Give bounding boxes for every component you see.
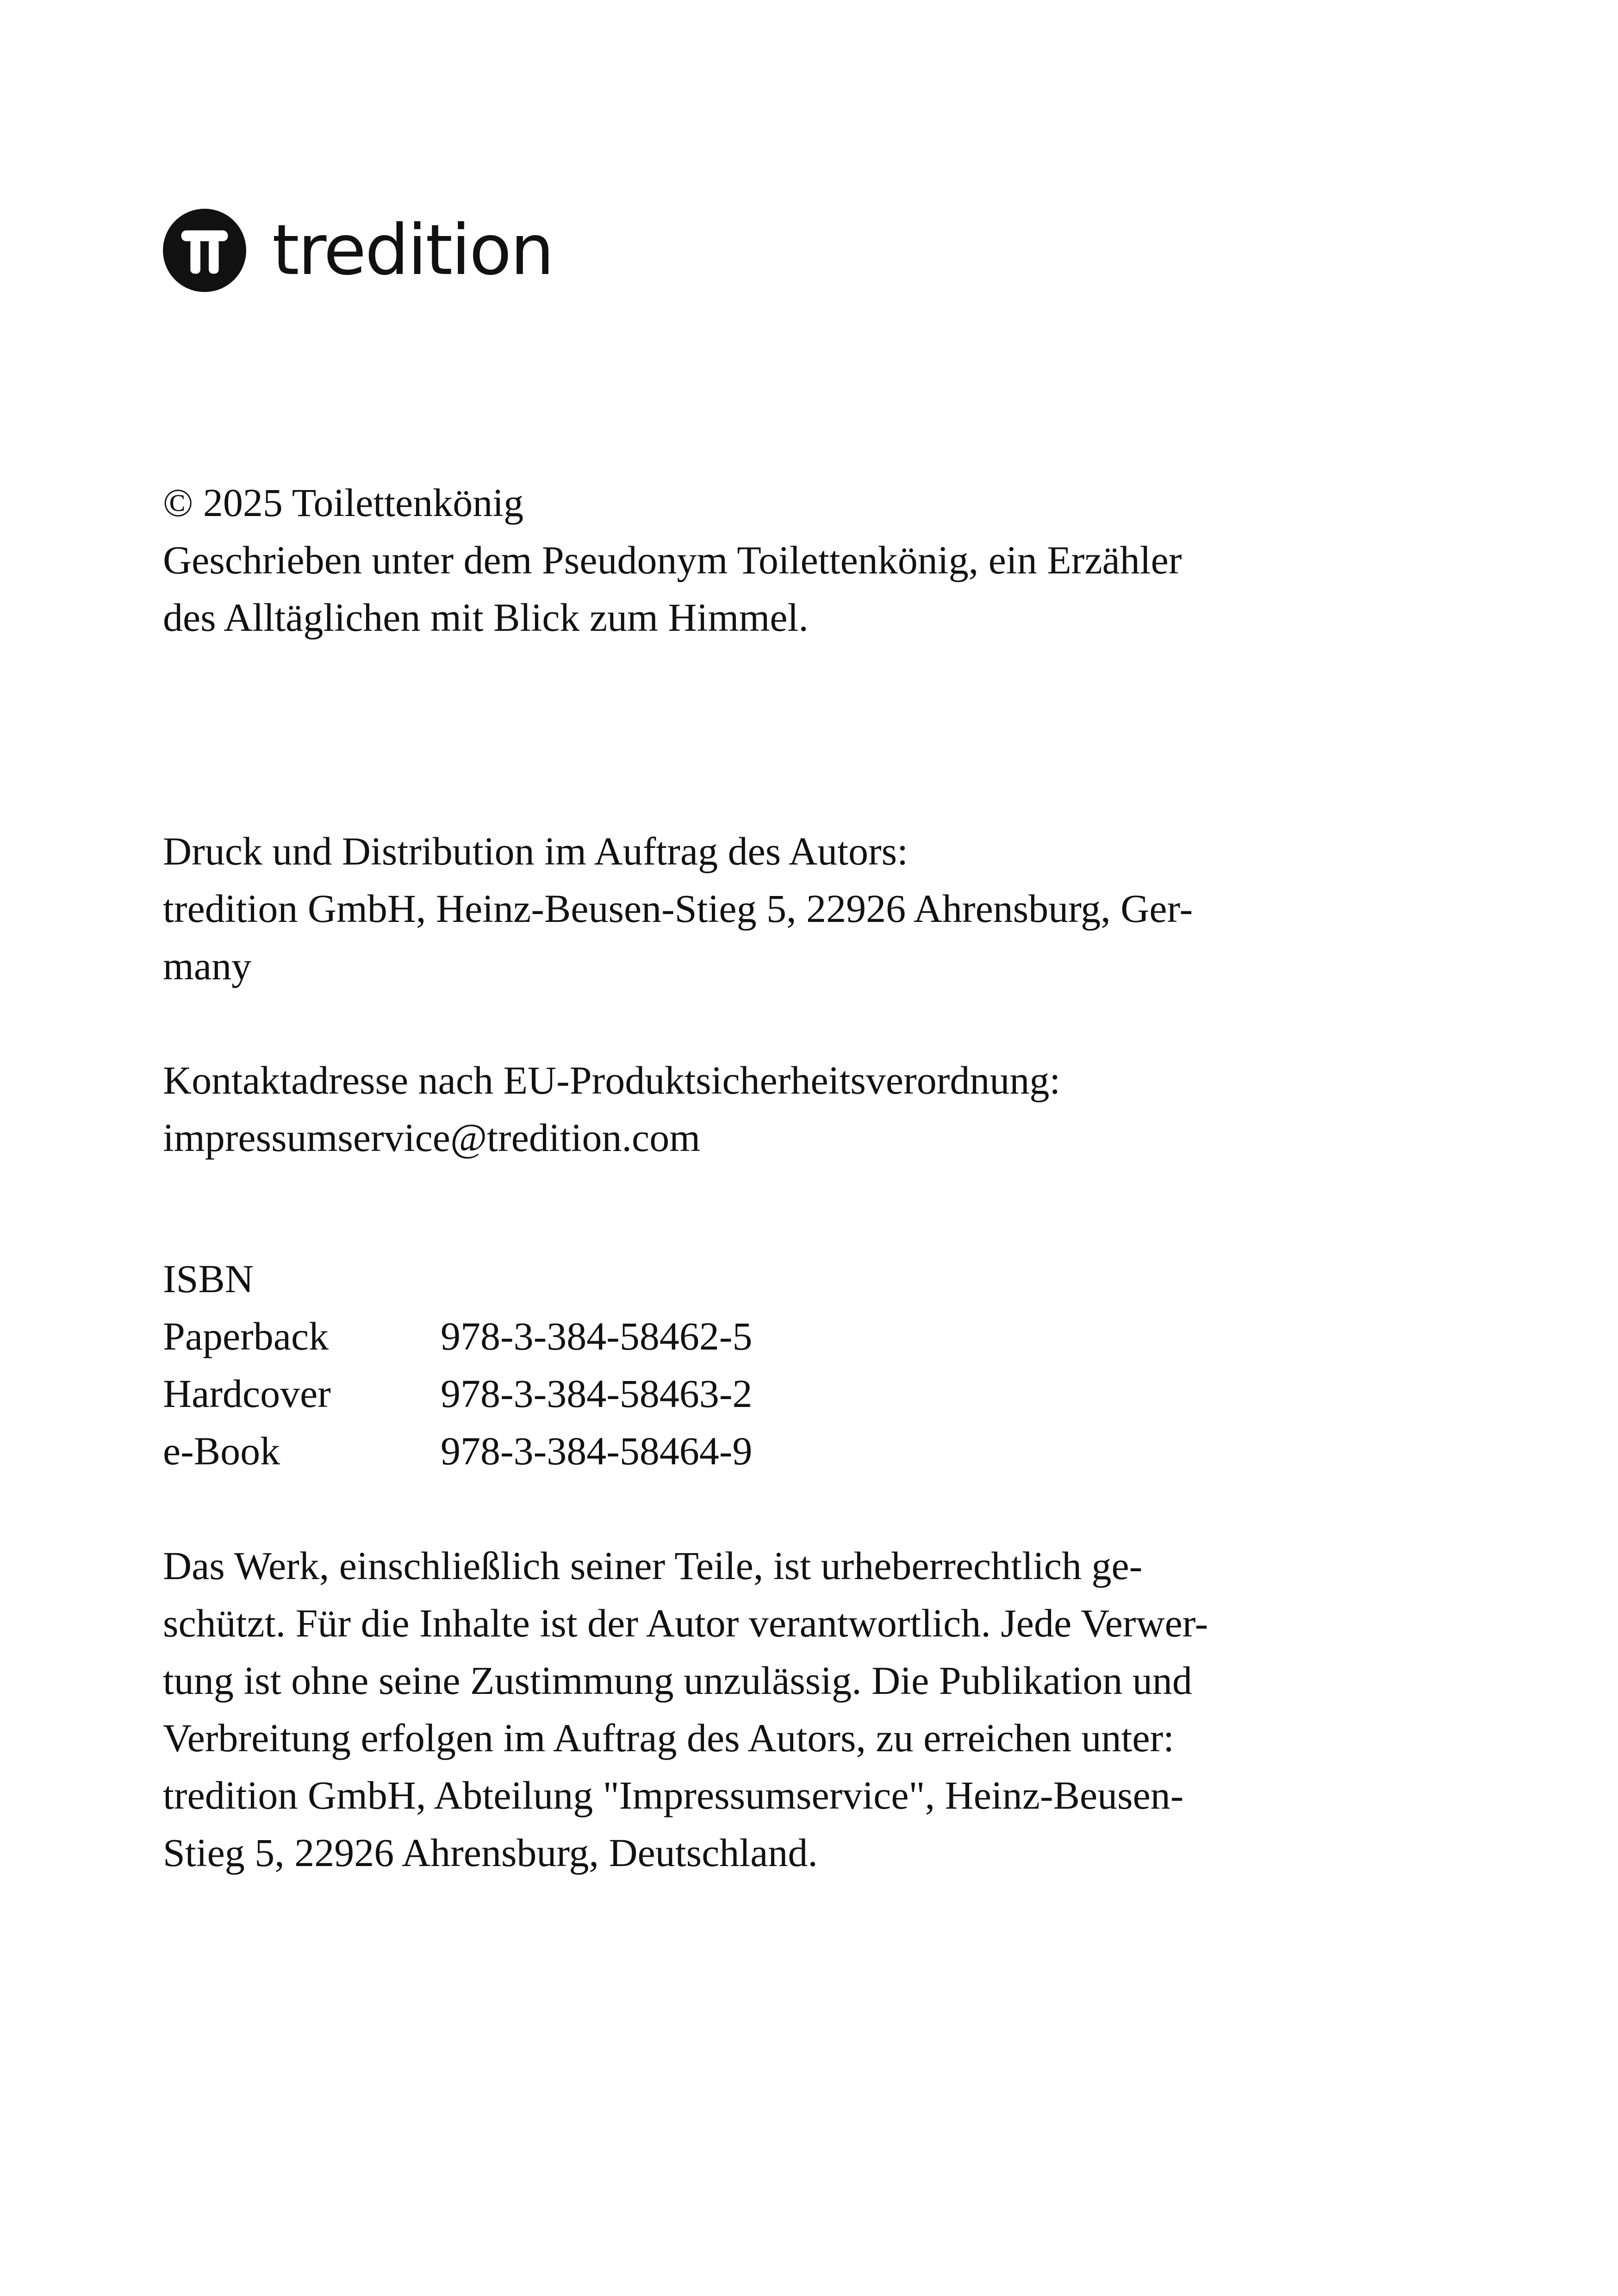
distribution-block bbox=[163, 822, 1436, 995]
isbn-format: Hardcover bbox=[163, 1371, 331, 1416]
copyright-block bbox=[163, 474, 1436, 646]
tredition-t-icon bbox=[163, 209, 246, 292]
contact-email: impressumservice@tredition.com bbox=[163, 1115, 701, 1160]
legal-line: Verbreitung erfolgen im Auftrag des Autors, zu erreichen unter: bbox=[163, 1716, 1175, 1760]
distribution-heading: Druck und Distribution im Auftrag des Autors: bbox=[163, 829, 908, 873]
isbn-heading: ISBN bbox=[163, 1257, 254, 1301]
legal-line: tung ist ohne seine Zustimmung unzulässig. Die Publikation und bbox=[163, 1658, 1192, 1703]
legal-line: tredition GmbH, Abteilung "Impressumservice", Heinz-Beusen- bbox=[163, 1773, 1184, 1817]
contact-heading: Kontaktadresse nach EU-Produktsicherheitsverordnung: bbox=[163, 1058, 1061, 1102]
pseudonym-line-cont: des Alltäglichen mit Blick zum Himmel. bbox=[163, 595, 809, 640]
isbn-number: 978-3-384-58463-2 bbox=[441, 1371, 753, 1416]
copyright-line: © 2025 Toilettenkönig bbox=[163, 480, 524, 525]
publisher-logo bbox=[163, 209, 553, 292]
isbn-row-ebook bbox=[163, 1422, 1436, 1480]
legal-line: Das Werk, einschließlich seiner Teile, ist urheberrechtlich ge- bbox=[163, 1543, 1143, 1588]
isbn-format: Paperback bbox=[163, 1314, 329, 1358]
distribution-address: tredition GmbH, Heinz-Beusen-Stieg 5, 22926 Ahrensburg, Ger- bbox=[163, 886, 1193, 931]
distribution-address-cont: many bbox=[163, 944, 252, 988]
isbn-row-hardcover bbox=[163, 1365, 1436, 1422]
isbn-number: 978-3-384-58462-5 bbox=[441, 1314, 753, 1358]
legal-notice bbox=[163, 1537, 1436, 1881]
contact-block bbox=[163, 1052, 1436, 1166]
isbn-row-paperback bbox=[163, 1307, 1436, 1365]
legal-line: Stieg 5, 22926 Ahrensburg, Deutschland. bbox=[163, 1830, 818, 1875]
isbn-format: e-Book bbox=[163, 1429, 280, 1473]
publisher-wordmark: tredition bbox=[272, 210, 553, 291]
isbn-block bbox=[163, 1250, 1436, 1480]
pseudonym-line: Geschrieben unter dem Pseudonym Toilettenkönig, ein Erzähler bbox=[163, 538, 1182, 582]
legal-line: schützt. Für die Inhalte ist der Autor verantwortlich. Jede Verwer- bbox=[163, 1601, 1208, 1645]
isbn-number: 978-3-384-58464-9 bbox=[441, 1429, 753, 1473]
